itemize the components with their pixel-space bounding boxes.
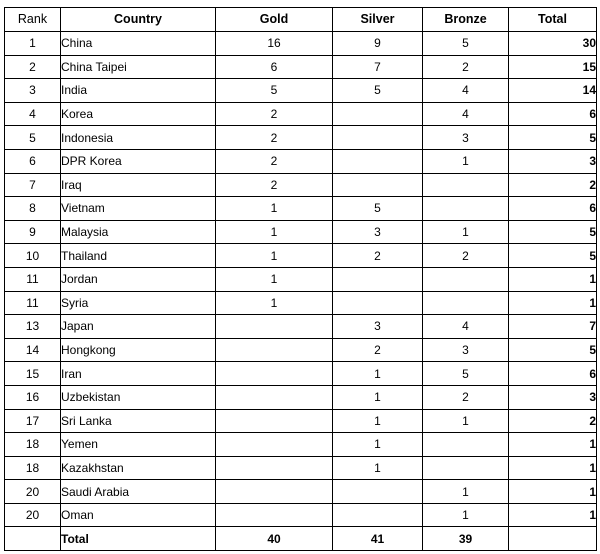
bronze-cell: 1	[423, 149, 509, 173]
gold-cell: 2	[216, 126, 333, 150]
table-row	[5, 338, 597, 362]
silver-cell: 3	[333, 315, 423, 339]
gold-cell	[216, 338, 333, 362]
country-cell: Saudi Arabia	[61, 480, 216, 504]
total-cell: 6	[509, 197, 597, 221]
totals-label: Total	[61, 527, 216, 551]
total-cell: 2	[509, 409, 597, 433]
silver-cell	[333, 126, 423, 150]
gold-cell	[216, 385, 333, 409]
country-cell: Japan	[61, 315, 216, 339]
totals-row	[5, 527, 597, 551]
header-total: Total	[509, 8, 597, 32]
rank-cell: 18	[5, 456, 61, 480]
rank-cell: 11	[5, 267, 61, 291]
medal-table-body	[5, 32, 597, 527]
silver-cell	[333, 149, 423, 173]
table-row	[5, 409, 597, 433]
country-cell: Thailand	[61, 244, 216, 268]
rank-cell: 10	[5, 244, 61, 268]
bronze-cell	[423, 456, 509, 480]
gold-cell: 2	[216, 102, 333, 126]
total-cell: 5	[509, 244, 597, 268]
bronze-cell: 5	[423, 32, 509, 56]
total-cell: 1	[509, 267, 597, 291]
totals-gold: 40	[216, 527, 333, 551]
silver-cell	[333, 503, 423, 527]
bronze-cell: 2	[423, 385, 509, 409]
gold-cell: 2	[216, 149, 333, 173]
total-cell: 3	[509, 385, 597, 409]
total-cell: 1	[509, 480, 597, 504]
country-cell: Jordan	[61, 267, 216, 291]
header-bronze: Bronze	[423, 8, 509, 32]
header-row	[5, 8, 597, 32]
rank-cell: 15	[5, 362, 61, 386]
rank-cell: 20	[5, 480, 61, 504]
bronze-cell: 5	[423, 362, 509, 386]
bronze-cell: 1	[423, 409, 509, 433]
total-cell: 7	[509, 315, 597, 339]
table-row	[5, 149, 597, 173]
table-row	[5, 79, 597, 103]
gold-cell: 1	[216, 220, 333, 244]
country-cell: Yemen	[61, 433, 216, 457]
bronze-cell	[423, 267, 509, 291]
rank-cell: 17	[5, 409, 61, 433]
country-cell: Korea	[61, 102, 216, 126]
total-cell: 1	[509, 291, 597, 315]
total-cell: 30	[509, 32, 597, 56]
gold-cell: 5	[216, 79, 333, 103]
country-cell: Uzbekistan	[61, 385, 216, 409]
country-cell: China Taipei	[61, 55, 216, 79]
gold-cell	[216, 480, 333, 504]
gold-cell: 1	[216, 197, 333, 221]
totals-total	[509, 527, 597, 551]
table-row	[5, 126, 597, 150]
table-row	[5, 480, 597, 504]
country-cell: Iraq	[61, 173, 216, 197]
table-row	[5, 244, 597, 268]
total-cell: 3	[509, 149, 597, 173]
silver-cell: 2	[333, 244, 423, 268]
table-row	[5, 267, 597, 291]
country-cell: Kazakhstan	[61, 456, 216, 480]
table-row	[5, 315, 597, 339]
silver-cell: 5	[333, 197, 423, 221]
country-cell: Sri Lanka	[61, 409, 216, 433]
gold-cell	[216, 315, 333, 339]
table-row	[5, 433, 597, 457]
country-cell: China	[61, 32, 216, 56]
gold-cell	[216, 503, 333, 527]
gold-cell: 2	[216, 173, 333, 197]
bronze-cell	[423, 291, 509, 315]
rank-cell: 2	[5, 55, 61, 79]
rank-cell: 6	[5, 149, 61, 173]
header-silver: Silver	[333, 8, 423, 32]
total-cell: 6	[509, 362, 597, 386]
silver-cell: 1	[333, 409, 423, 433]
total-cell: 15	[509, 55, 597, 79]
table-row	[5, 362, 597, 386]
rank-cell: 8	[5, 197, 61, 221]
bronze-cell: 3	[423, 126, 509, 150]
silver-cell: 1	[333, 456, 423, 480]
gold-cell: 1	[216, 267, 333, 291]
rank-cell: 3	[5, 79, 61, 103]
silver-cell	[333, 291, 423, 315]
table-row	[5, 456, 597, 480]
rank-cell: 7	[5, 173, 61, 197]
silver-cell: 7	[333, 55, 423, 79]
total-cell: 1	[509, 503, 597, 527]
gold-cell	[216, 433, 333, 457]
gold-cell: 16	[216, 32, 333, 56]
gold-cell: 6	[216, 55, 333, 79]
silver-cell: 1	[333, 385, 423, 409]
rank-cell: 16	[5, 385, 61, 409]
total-cell: 5	[509, 220, 597, 244]
total-cell: 2	[509, 173, 597, 197]
silver-cell	[333, 480, 423, 504]
rank-cell: 4	[5, 102, 61, 126]
bronze-cell: 1	[423, 220, 509, 244]
bronze-cell: 1	[423, 480, 509, 504]
header-country: Country	[61, 8, 216, 32]
bronze-cell: 2	[423, 55, 509, 79]
bronze-cell: 4	[423, 102, 509, 126]
gold-cell	[216, 409, 333, 433]
country-cell: India	[61, 79, 216, 103]
total-cell: 1	[509, 433, 597, 457]
rank-cell: 18	[5, 433, 61, 457]
header-gold: Gold	[216, 8, 333, 32]
totals-bronze: 39	[423, 527, 509, 551]
totals-rank-cell	[5, 527, 61, 551]
gold-cell	[216, 362, 333, 386]
silver-cell	[333, 173, 423, 197]
bronze-cell: 1	[423, 503, 509, 527]
table-row	[5, 220, 597, 244]
rank-cell: 13	[5, 315, 61, 339]
bronze-cell	[423, 197, 509, 221]
silver-cell	[333, 267, 423, 291]
country-cell: Indonesia	[61, 126, 216, 150]
bronze-cell: 2	[423, 244, 509, 268]
medal-table	[4, 7, 597, 551]
silver-cell: 5	[333, 79, 423, 103]
silver-cell: 1	[333, 433, 423, 457]
table-row	[5, 197, 597, 221]
bronze-cell	[423, 433, 509, 457]
total-cell: 5	[509, 126, 597, 150]
country-cell: Iran	[61, 362, 216, 386]
header-rank: Rank	[5, 8, 61, 32]
rank-cell: 5	[5, 126, 61, 150]
gold-cell: 1	[216, 244, 333, 268]
table-row	[5, 385, 597, 409]
country-cell: Hongkong	[61, 338, 216, 362]
silver-cell: 3	[333, 220, 423, 244]
rank-cell: 14	[5, 338, 61, 362]
silver-cell: 2	[333, 338, 423, 362]
table-row	[5, 55, 597, 79]
table-row	[5, 291, 597, 315]
table-row	[5, 102, 597, 126]
country-cell: DPR Korea	[61, 149, 216, 173]
country-cell: Syria	[61, 291, 216, 315]
gold-cell: 1	[216, 291, 333, 315]
rank-cell: 20	[5, 503, 61, 527]
bronze-cell: 4	[423, 315, 509, 339]
rank-cell: 9	[5, 220, 61, 244]
silver-cell	[333, 102, 423, 126]
silver-cell: 9	[333, 32, 423, 56]
bronze-cell	[423, 173, 509, 197]
total-cell: 6	[509, 102, 597, 126]
country-cell: Oman	[61, 503, 216, 527]
total-cell: 5	[509, 338, 597, 362]
rank-cell: 1	[5, 32, 61, 56]
total-cell: 1	[509, 456, 597, 480]
silver-cell: 1	[333, 362, 423, 386]
country-cell: Malaysia	[61, 220, 216, 244]
total-cell: 14	[509, 79, 597, 103]
table-row	[5, 503, 597, 527]
country-cell: Vietnam	[61, 197, 216, 221]
table-row	[5, 32, 597, 56]
bronze-cell: 3	[423, 338, 509, 362]
bronze-cell: 4	[423, 79, 509, 103]
table-row	[5, 173, 597, 197]
rank-cell: 11	[5, 291, 61, 315]
gold-cell	[216, 456, 333, 480]
totals-silver: 41	[333, 527, 423, 551]
